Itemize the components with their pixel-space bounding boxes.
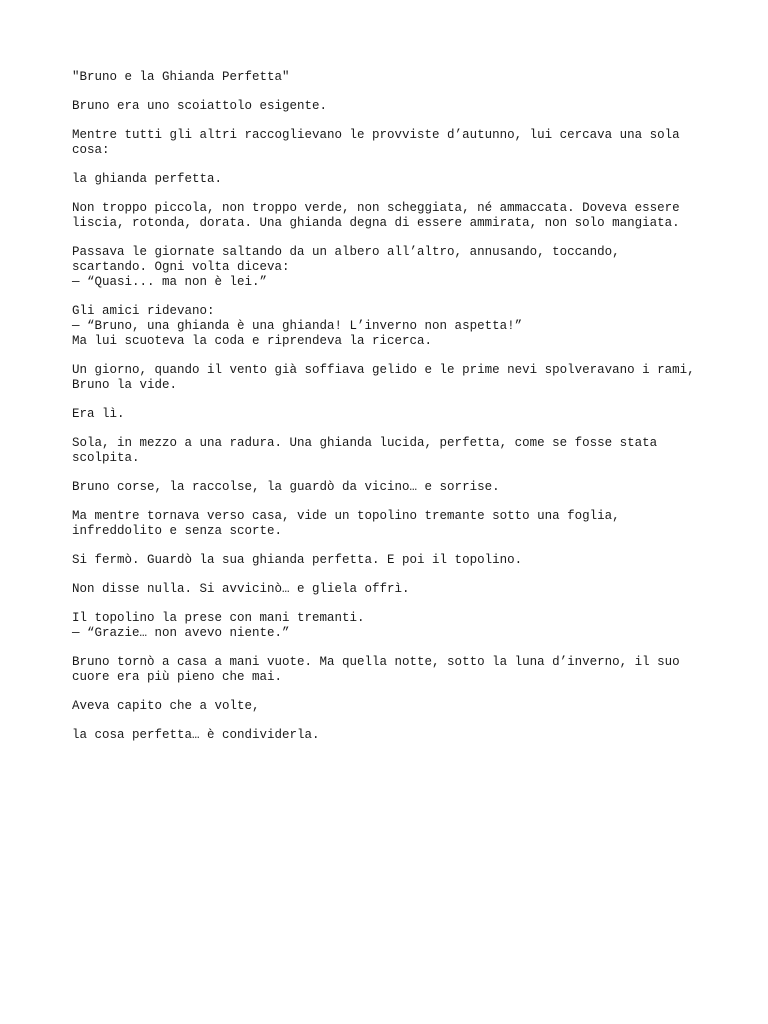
paragraph: [72, 480, 702, 495]
document-title: "Bruno e la Ghianda Perfetta": [72, 70, 290, 84]
paragraph: [72, 201, 702, 231]
paragraph: [72, 128, 702, 158]
paragraph: [72, 582, 702, 597]
paragraph-line: scolpita.: [72, 451, 140, 465]
paragraph: [72, 172, 702, 187]
paragraph-line: la cosa perfetta… è condividerla.: [72, 728, 320, 742]
paragraph-line: Mentre tutti gli altri raccoglievano le provviste d’autunno, lui cercava una sola: [72, 128, 680, 142]
paragraph-line: Il topolino la prese con mani tremanti.: [72, 611, 365, 625]
paragraph: [72, 407, 702, 422]
paragraph-line: Bruno era uno scoiattolo esigente.: [72, 99, 328, 113]
paragraph-line: Sola, in mezzo a una radura. Una ghianda lucida, perfetta, come se fosse stata: [72, 436, 658, 450]
paragraph: [72, 509, 702, 539]
paragraph: [72, 245, 702, 290]
paragraph-line: Bruno la vide.: [72, 378, 178, 392]
paragraph-line: Non troppo piccola, non troppo verde, non scheggiata, né ammaccata. Doveva essere: [72, 201, 680, 215]
paragraph: [72, 728, 702, 743]
paragraph: [72, 611, 702, 641]
paragraph-line: infreddolito e senza scorte.: [72, 524, 283, 538]
story-paragraphs: [72, 99, 702, 743]
paragraph-line: liscia, rotonda, dorata. Una ghianda degna di essere ammirata, non solo mangiata.: [72, 216, 680, 230]
paragraph-line: Si fermò. Guardò la sua ghianda perfetta. E poi il topolino.: [72, 553, 523, 567]
paragraph-line: cuore era più pieno che mai.: [72, 670, 283, 684]
paragraph-line: Bruno tornò a casa a mani vuote. Ma quella notte, sotto la luna d’inverno, il suo: [72, 655, 680, 669]
paragraph-line: la ghianda perfetta.: [72, 172, 223, 186]
paragraph-line: Era lì.: [72, 407, 125, 421]
paragraph-line: Gli amici ridevano:: [72, 304, 215, 318]
paragraph-line: Aveva capito che a volte,: [72, 699, 260, 713]
story-text: [72, 70, 702, 757]
paragraph-line: cosa:: [72, 143, 110, 157]
paragraph-line: Ma lui scuoteva la coda e riprendeva la ricerca.: [72, 334, 433, 348]
paragraph-line: Non disse nulla. Si avvicinò… e gliela offrì.: [72, 582, 410, 596]
paragraph-line: — “Bruno, una ghianda è una ghianda! L’inverno non aspetta!”: [72, 319, 523, 333]
paragraph-line: Passava le giornate saltando da un albero all’altro, annusando, toccando,: [72, 245, 620, 259]
paragraph-line: — “Quasi... ma non è lei.”: [72, 275, 268, 289]
paragraph: [72, 363, 702, 393]
paragraph-line: Ma mentre tornava verso casa, vide un topolino tremante sotto una foglia,: [72, 509, 620, 523]
paragraph-line: — “Grazie… non avevo niente.”: [72, 626, 290, 640]
paragraph-line: Un giorno, quando il vento già soffiava gelido e le prime nevi spolveravano i rami,: [72, 363, 695, 377]
paragraph: [72, 304, 702, 349]
paragraph: [72, 99, 702, 114]
paragraph: [72, 655, 702, 685]
paragraph-line: Bruno corse, la raccolse, la guardò da vicino… e sorrise.: [72, 480, 500, 494]
paragraph: [72, 553, 702, 568]
paragraph: [72, 436, 702, 466]
paragraph-line: scartando. Ogni volta diceva:: [72, 260, 290, 274]
paragraph: [72, 699, 702, 714]
